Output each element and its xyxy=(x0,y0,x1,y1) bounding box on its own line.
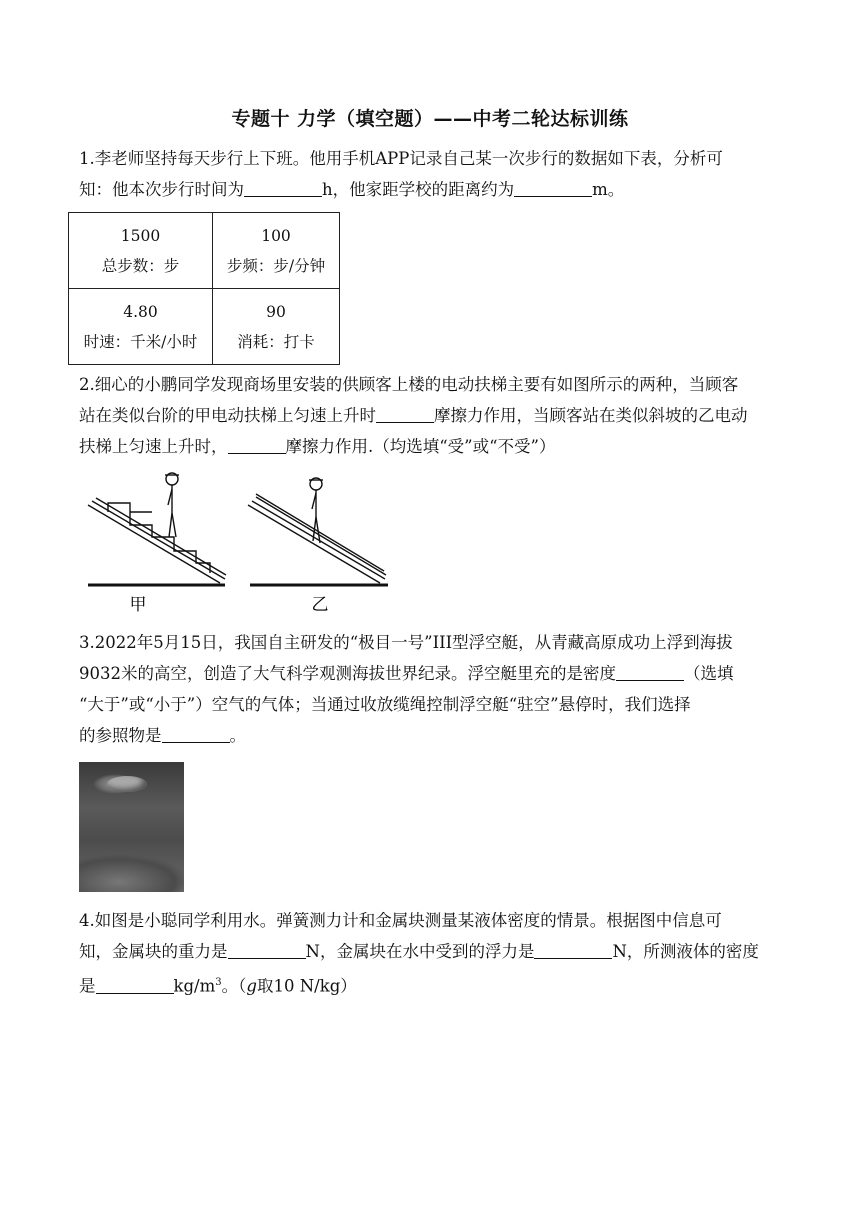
question-3-text: 的参照物是 xyxy=(79,726,162,745)
table-cell xyxy=(213,213,340,289)
cell-value: 100 xyxy=(261,226,291,245)
table-row xyxy=(69,213,340,289)
question-2-text: 摩擦力作用.（均选填“受”或“不受”） xyxy=(285,437,556,456)
page-title: 专题十 力学（填空题）——中考二轮达标训练 xyxy=(231,108,629,130)
question-2-line-3 xyxy=(79,431,784,462)
question-4-text: N，所测液体的密度 xyxy=(612,942,759,961)
question-1-text: h，他家距学校的距离约为 xyxy=(322,180,515,199)
unit-text: kg/m xyxy=(173,976,216,996)
question-4 xyxy=(79,905,784,1002)
airship-shape xyxy=(107,776,147,792)
escalator-jia-drawing xyxy=(88,473,226,585)
table-cell xyxy=(69,213,213,289)
answer-blank[interactable] xyxy=(244,178,322,197)
question-2-text: 摩擦力作用，当顾客站在类似斜坡的乙电动 xyxy=(434,406,748,425)
airship-photo xyxy=(79,762,184,892)
question-3-text: 9032米的高空，创造了大气科学观测海拔世界纪录。浮空艇里充的是密度 xyxy=(79,664,616,683)
question-3-line-2 xyxy=(79,658,784,689)
cell-value: 90 xyxy=(266,302,286,321)
answer-blank[interactable] xyxy=(616,662,684,681)
question-2-text: 站在类似台阶的甲电动扶梯上匀速上升时 xyxy=(79,406,376,425)
question-3-text: 。 xyxy=(229,726,246,745)
question-3-line-3: “大于”或“小于”）空气的气体；当通过收放缆绳控制浮空艇“驻空”悬停时，我们选择 xyxy=(79,695,691,714)
cell-value: 4.80 xyxy=(123,302,158,321)
question-2-line-2 xyxy=(79,400,784,431)
question-4-line-1: 4.如图是小聪同学利用水。弹簧测力计和金属块测量某液体密度的情景。根据图中信息可 xyxy=(79,911,722,930)
question-3-line-4 xyxy=(79,720,784,751)
cell-label: 时速：千米/小时 xyxy=(83,332,198,351)
answer-blank[interactable] xyxy=(228,435,286,454)
question-4-text: 。（ xyxy=(221,976,247,996)
question-1-line-2 xyxy=(79,174,784,205)
table-cell xyxy=(69,289,213,365)
step-data-table xyxy=(68,212,340,365)
question-3-text: （选填 xyxy=(684,664,734,683)
escalator-figure xyxy=(80,465,400,615)
answer-blank[interactable] xyxy=(534,940,612,959)
question-1-line-1: 1.李老师坚持每天步行上下班。他用手机APP记录自己某一次步行的数据如下表，分析可 xyxy=(79,149,723,168)
question-4-text: 取10 N/kg） xyxy=(256,976,357,996)
question-4-text: N，金属块在水中受到的浮力是 xyxy=(305,942,535,961)
question-2-text: 扶梯上匀速上升时， xyxy=(79,437,228,456)
escalator-yi-drawing xyxy=(248,478,388,585)
figure-label-yi: 乙 xyxy=(311,595,329,615)
cell-label: 步频：步/分钟 xyxy=(226,256,326,275)
question-3 xyxy=(79,627,784,751)
question-4-line-3 xyxy=(79,967,784,1002)
unit-exponent: 3 xyxy=(215,977,222,988)
table-row xyxy=(69,289,340,365)
answer-blank[interactable] xyxy=(228,940,306,959)
gravity-symbol: g xyxy=(246,976,257,996)
question-4-text: 是 xyxy=(79,976,96,996)
cell-label: 总步数：步 xyxy=(101,256,180,275)
question-1-text: 知：他本次步行时间为 xyxy=(79,180,244,199)
question-1 xyxy=(79,143,784,205)
question-1-text: m。 xyxy=(592,180,625,199)
answer-blank[interactable] xyxy=(162,724,230,743)
cell-value: 1500 xyxy=(120,226,161,245)
question-3-line-1: 3.2022年5月15日，我国自主研发的“极目一号”III型浮空艇，从青藏高原成功上浮到海拔 xyxy=(79,633,733,652)
answer-blank[interactable] xyxy=(96,975,174,994)
question-2-line-1: 2.细心的小鹏同学发现商场里安装的供顾客上楼的电动扶梯主要有如图所示的两种，当顾客 xyxy=(79,375,739,394)
answer-blank[interactable] xyxy=(514,178,592,197)
question-4-text: 知，金属块的重力是 xyxy=(79,942,228,961)
table-cell xyxy=(213,289,340,365)
figure-label-jia: 甲 xyxy=(129,595,147,615)
question-4-line-2 xyxy=(79,936,784,967)
answer-blank[interactable] xyxy=(376,404,434,423)
cell-label: 消耗：打卡 xyxy=(237,332,315,351)
question-2 xyxy=(79,369,784,462)
